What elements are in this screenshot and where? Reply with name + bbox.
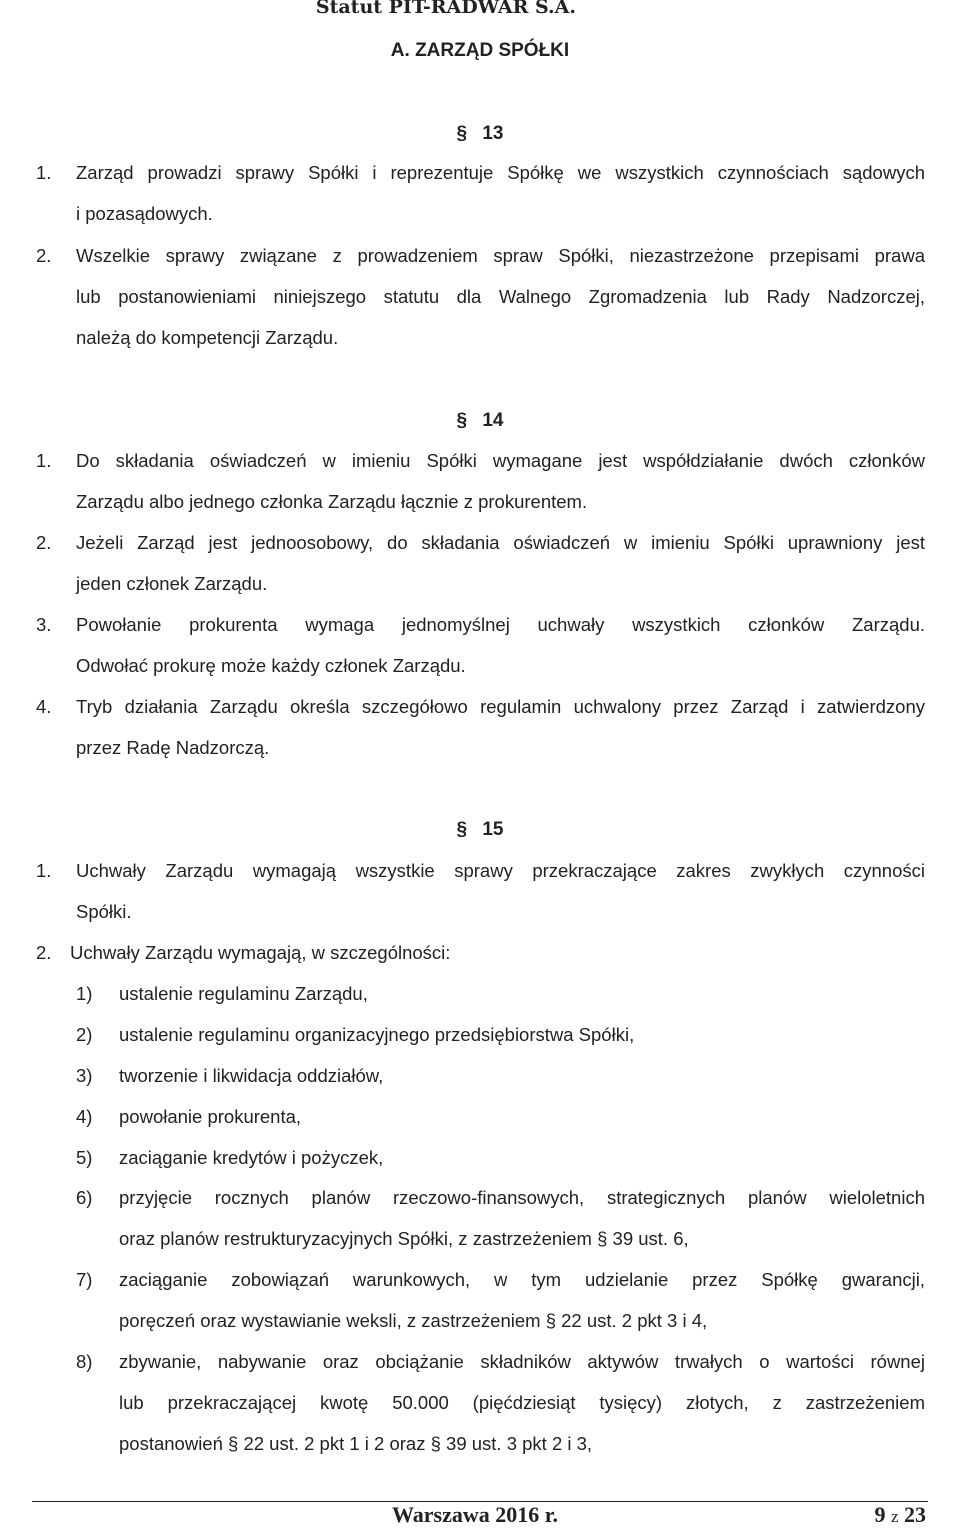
- paragraph-14-heading: [0, 400, 960, 441]
- subitem-line: postanowień § 22 ust. 2 pkt 1 i 2 oraz § 39 ust. 3 pkt 2 i 3,: [119, 1433, 593, 1454]
- list-item-number: 2.: [36, 532, 52, 553]
- list-item-number: 1.: [36, 450, 52, 471]
- footer-place-date: Warszawa 2016 r.: [392, 1502, 559, 1527]
- list-item-line: Wszelkie sprawy związane z prowadzeniem spraw Spółki, niezastrzeżone przepisami prawa: [76, 245, 925, 266]
- subitem-number: 6): [76, 1187, 93, 1208]
- list-item-number: 2.: [36, 942, 52, 963]
- paragraph-15-heading: [0, 809, 960, 850]
- list-item-line: Spółki.: [76, 901, 132, 922]
- page-of-label: z: [890, 1507, 899, 1526]
- subitem-line: lub przekraczającej kwotę 50.000 (pięćdziesiąt tysięcy) złotych, z zastrzeżeniem: [119, 1392, 925, 1413]
- subitem-line: ustalenie regulaminu Zarządu,: [119, 983, 368, 1004]
- list-item-line: Tryb działania Zarządu określa szczegółowo regulamin uchwalony przez Zarząd i zatwierdzony: [76, 696, 925, 717]
- subitem-number: 2): [76, 1024, 93, 1045]
- list-item-line: Zarząd prowadzi sprawy Spółki i reprezentuje Spółkę we wszystkich czynnościach sądowych: [76, 162, 925, 183]
- list-item-number: 1.: [36, 860, 52, 881]
- paragraph-sign: §: [456, 819, 468, 840]
- subitem-number: 3): [76, 1065, 93, 1086]
- list-item-line: Powołanie prokurenta wymaga jednomyślnej uchwały wszystkich członków Zarządu.: [76, 614, 925, 635]
- paragraph-sign: §: [456, 410, 468, 431]
- list-item-line: Uchwały Zarządu wymagają, w szczególności:: [70, 942, 451, 963]
- subitem-number: 7): [76, 1269, 93, 1290]
- subitem-line: zbywanie, nabywanie oraz obciążanie składników aktywów trwałych o wartości równej: [119, 1351, 925, 1372]
- subitem-line: ustalenie regulaminu organizacyjnego przedsiębiorstwa Spółki,: [119, 1024, 635, 1045]
- list-item-line: i pozasądowych.: [76, 203, 213, 224]
- paragraph-number: 13: [482, 123, 504, 144]
- list-item-line: Odwołać prokurę może każdy członek Zarządu.: [76, 655, 466, 676]
- page-current: 9: [874, 1502, 886, 1527]
- subitem-line: tworzenie i likwidacja oddziałów,: [119, 1065, 384, 1086]
- page-total: 23: [904, 1502, 926, 1527]
- paragraph-number: 14: [482, 410, 504, 431]
- list-item-line: lub postanowieniami niniejszego statutu dla Walnego Zgromadzenia lub Rady Nadzorczej,: [76, 286, 925, 307]
- list-item-number: 1.: [36, 162, 52, 183]
- subitem-number: 4): [76, 1106, 93, 1127]
- subitem-number: 8): [76, 1351, 93, 1372]
- subitem-line: przyjęcie rocznych planów rzeczowo-finansowych, strategicznych planów wieloletnich: [119, 1187, 925, 1208]
- subitem-line: zaciąganie kredytów i pożyczek,: [119, 1147, 384, 1168]
- list-item-line: należą do kompetencji Zarządu.: [76, 327, 339, 348]
- list-item-line: Jeżeli Zarząd jest jednoosobowy, do składania oświadczeń w imieniu Spółki uprawniony jest: [76, 532, 925, 553]
- footer-page-number: [874, 1502, 926, 1528]
- paragraph-number: 15: [482, 819, 504, 840]
- subitem-line: oraz planów restrukturyzacyjnych Spółki, z zastrzeżeniem § 39 ust. 6,: [119, 1228, 689, 1249]
- subitem-line: powołanie prokurenta,: [119, 1106, 302, 1127]
- subitem-number: 1): [76, 983, 93, 1004]
- list-item-number: 3.: [36, 614, 52, 635]
- section-title: A. ZARZĄD SPÓŁKI: [390, 40, 570, 61]
- paragraph-13-heading: [0, 113, 960, 154]
- list-item-line: jeden członek Zarządu.: [76, 573, 268, 594]
- paragraph-sign: §: [456, 123, 468, 144]
- list-item-number: 2.: [36, 245, 52, 266]
- subitem-line: poręczeń oraz wystawianie weksli, z zastrzeżeniem § 22 ust. 2 pkt 3 i 4,: [119, 1310, 708, 1331]
- subitem-line: zaciąganie zobowiązań warunkowych, w tym udzielanie przez Spółkę gwarancji,: [119, 1269, 925, 1290]
- list-item-line: Do składania oświadczeń w imieniu Spółki wymagane jest współdziałanie dwóch członków: [76, 450, 925, 471]
- list-item-number: 4.: [36, 696, 52, 717]
- list-item-line: przez Radę Nadzorczą.: [76, 737, 270, 758]
- document-header-title: Statut PIT-RADWAR S.A.: [315, 0, 576, 18]
- list-item-line: Uchwały Zarządu wymagają wszystkie sprawy przekraczające zakres zwykłych czynności: [76, 860, 925, 881]
- subitem-number: 5): [76, 1147, 93, 1168]
- list-item-line: Zarządu albo jednego członka Zarządu łącznie z prokurentem.: [76, 491, 588, 512]
